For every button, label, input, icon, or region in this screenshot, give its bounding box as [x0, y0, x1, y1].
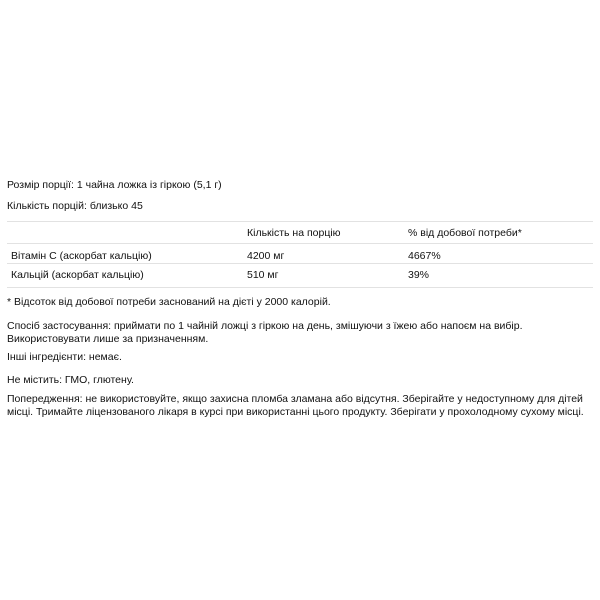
- servings-per-container-text: Кількість порцій: близько 45: [7, 200, 143, 212]
- serving-size-text: Розмір порції: 1 чайна ложка із гіркою (5,1 г): [7, 179, 222, 191]
- warnings-text: Попередження: не використовуйте, якщо захисна пломба зламана або відсутня. Зберігайте у недоступному для дітей місці. Тримайте ліцензованого лікаря в курсі при використанні цього продукту. Зберігати у прохолодному сухому місці.: [7, 393, 584, 418]
- nutrient-daily-value: 4667%: [408, 250, 441, 262]
- table-divider: [7, 221, 593, 222]
- daily-value-footnote: * Відсоток від добової потреби заснований на дієті у 2000 калорій.: [7, 296, 331, 308]
- nutrient-amount: 4200 мг: [247, 250, 285, 262]
- directions-text: Спосіб застосування: приймати по 1 чайній ложці з гіркою на день, змішуючи з їжею або напоєм на вибір. Використовувати лише за призначенням.: [7, 320, 523, 345]
- supplement-facts-table: [0, 221, 600, 291]
- free-of-text: Не містить: ГМО, глютену.: [7, 374, 134, 386]
- nutrient-daily-value: 39%: [408, 269, 430, 281]
- table-divider: [7, 287, 593, 288]
- daily-value-column-header: % від добової потреби*: [408, 227, 522, 239]
- amount-column-header: Кількість на порцію: [247, 227, 341, 239]
- nutrient-name: Вітамін С (аскорбат кальцію): [11, 250, 152, 262]
- nutrient-amount: 510 мг: [247, 269, 279, 281]
- other-ingredients-text: Інші інгредієнти: немає.: [7, 351, 122, 363]
- nutrient-name: Кальцій (аскорбат кальцію): [11, 269, 144, 281]
- table-divider: [7, 243, 593, 244]
- table-divider: [7, 263, 593, 264]
